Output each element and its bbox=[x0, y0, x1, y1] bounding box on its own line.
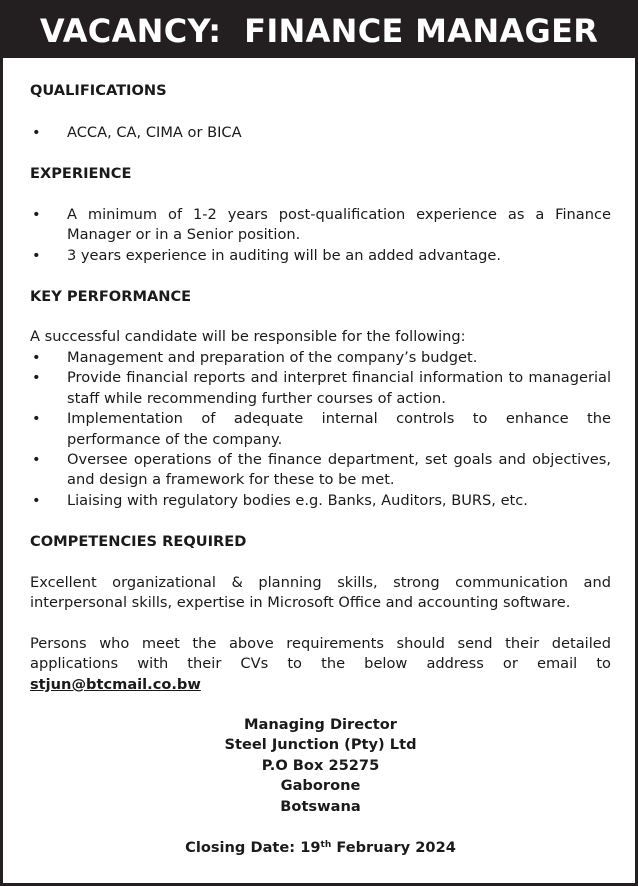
page-title: VACANCY: FINANCE MANAGER bbox=[3, 3, 635, 58]
bullet-icon: • bbox=[32, 451, 41, 469]
list-item: • Implementation of adequate internal controls to enhance the performance of the company. bbox=[32, 410, 611, 448]
list-item: • Liaising with regulatory bodies e.g. Banks, Auditors, BURS, etc. bbox=[30, 491, 611, 511]
list-item: • 3 years experience in auditing will be an added advantage. bbox=[30, 246, 611, 266]
bullet-icon: • bbox=[32, 410, 41, 428]
key-performance-list bbox=[30, 348, 611, 511]
qualifications-list bbox=[30, 123, 611, 143]
key-performance-intro: A successful candidate will be responsible for the following: bbox=[30, 328, 466, 345]
address-line: Botswana bbox=[280, 797, 361, 815]
address-line: Steel Junction (Pty) Ltd bbox=[224, 736, 417, 754]
bullet-icon: • bbox=[32, 124, 41, 141]
bullet-icon: • bbox=[32, 369, 41, 387]
list-item: • A minimum of 1-2 years post-qualification experience as a Finance Manager or in a Senior position. bbox=[32, 206, 611, 244]
list-item: • Management and preparation of the company’s budget. bbox=[30, 348, 611, 368]
list-item: • Provide financial reports and interpret financial information to managerial staff while recommending further courses of action. bbox=[32, 369, 611, 407]
qualifications-heading: QUALIFICATIONS bbox=[30, 82, 167, 99]
closing-date: Closing Date: 19th February 2024 bbox=[185, 839, 456, 856]
bullet-icon: • bbox=[32, 349, 41, 366]
list-item: • ACCA, CA, CIMA or BICA bbox=[30, 123, 611, 143]
experience-heading: EXPERIENCE bbox=[30, 165, 132, 182]
email-link[interactable]: stjun@btcmail.co.bw bbox=[30, 675, 201, 693]
bullet-icon: • bbox=[32, 491, 41, 509]
application-text: Persons who meet the above requirements should send their detailed applications with their CVs to the below address or email to stjun@btcmail.co.bw bbox=[30, 635, 611, 693]
competencies-heading: COMPETENCIES REQUIRED bbox=[30, 533, 247, 550]
postal-address bbox=[30, 715, 611, 817]
bullet-icon: • bbox=[32, 206, 41, 223]
list-item: • Oversee operations of the finance department, set goals and objectives, and design a framework for these to be met. bbox=[32, 451, 611, 489]
address-line: Gaborone bbox=[280, 777, 361, 795]
bullet-icon: • bbox=[32, 246, 41, 264]
competencies-text: Excellent organizational & planning skills, strong communication and interpersonal skills, expertise in Microsoft Office and accounting software. bbox=[30, 574, 611, 612]
key-performance-heading: KEY PERFORMANCE bbox=[30, 288, 192, 305]
address-line: P.O Box 25275 bbox=[261, 756, 380, 774]
address-line: Managing Director bbox=[243, 716, 398, 733]
experience-list bbox=[30, 205, 611, 266]
